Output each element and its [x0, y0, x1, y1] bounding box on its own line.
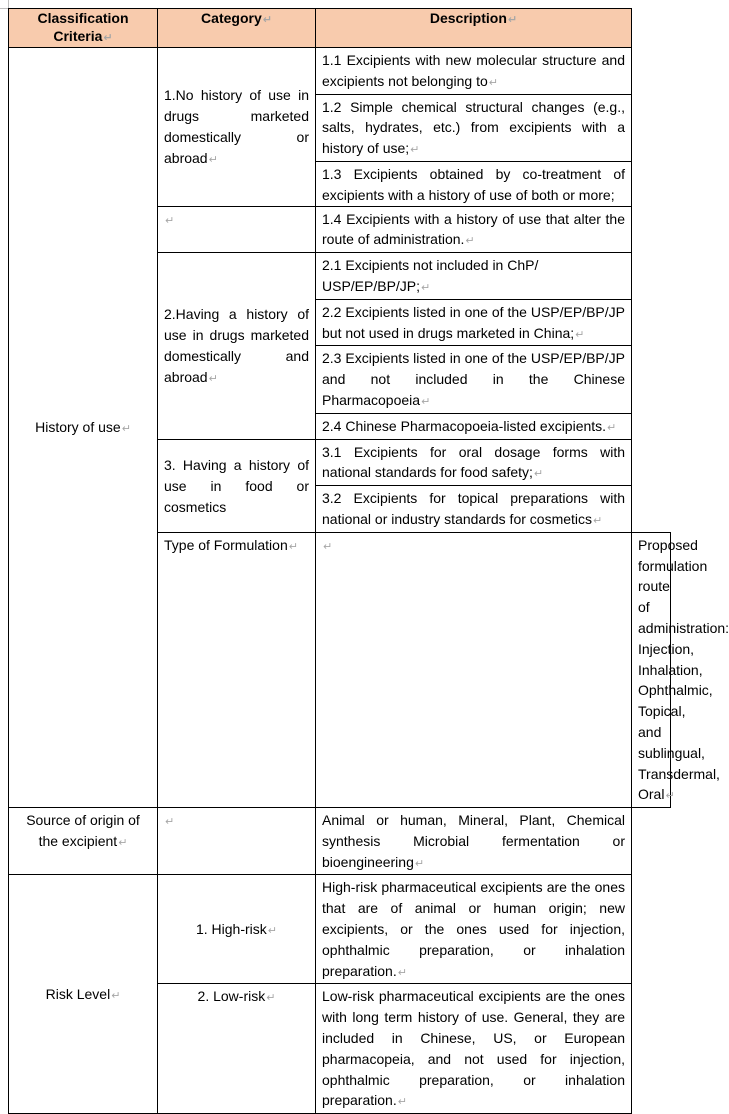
description-source: Animal or human, Mineral, Plant, Chemical synthesis Microbial fermentation or bioengineering↵ [316, 808, 632, 875]
description-3-2: 3.2 Excipients for topical preparations with national or industry standards for cosmetics↵ [316, 486, 632, 533]
criteria-history-of-use: History of use↵ [9, 48, 158, 808]
criteria-source-of-origin: Source of origin of the excipient↵ [9, 808, 158, 875]
description-3-1: 3.1 Excipients for oral dosage forms with national standards for food safety;↵ [316, 439, 632, 486]
category-no-history: 1.No history of use in drugs marketed domestically or abroad↵ [158, 48, 316, 207]
category-empty-cell: ↵ [316, 532, 632, 807]
category-low-risk: 2. Low-risk↵ [158, 984, 316, 1114]
category-high-risk: 1. High-risk↵ [158, 875, 316, 984]
criteria-risk-level: Risk Level↵ [9, 875, 158, 1114]
header-row [9, 9, 671, 48]
criteria-type-of-formulation: Type of Formulation↵ [158, 532, 316, 807]
excipient-classification-table [8, 8, 729, 1114]
header-category: Category↵ [158, 9, 316, 48]
description-1-4: 1.4 Excipients with a history of use that alter the route of administration.↵ [316, 206, 632, 253]
table-row [9, 875, 671, 984]
category-empty-cell: ↵ [158, 808, 316, 875]
description-low-risk: Low-risk pharmaceutical excipients are the ones with long term history of use. General, they are included in Chinese, US, or European pharmacopeia, and not used for injection, ophthalmic preparation, or inhalation preparation.↵ [316, 984, 632, 1114]
description-2-2: 2.2 Excipients listed in one of the USP/EP/BP/JP but not used in drugs marketed in China;↵ [316, 299, 632, 346]
category-empty-cell: ↵ [158, 206, 316, 253]
table-row [9, 808, 671, 875]
description-high-risk: High-risk pharmaceutical excipients are the ones that are of animal or human origin; new excipients, or the ones used for injection, ophthalmic preparation, or inhalation preparation.↵ [316, 875, 632, 984]
description-2-4: 2.4 Chinese Pharmacopoeia-listed excipients.↵ [316, 413, 632, 439]
description-1-2: 1.2 Simple chemical structural changes (e.g., salts, hydrates, etc.) from excipients with a history of use;↵ [316, 94, 632, 161]
header-classification-criteria: Classification Criteria↵ [9, 9, 158, 48]
category-having-history-drugs: 2.Having a history of use in drugs marketed domestically and abroad↵ [158, 253, 316, 439]
header-description: Description↵ [316, 9, 632, 48]
description-formulation: Proposed formulation route of administration: Injection, Inhalation, Ophthalmic, Topical, and sublingual, Transdermal, Oral↵ [632, 532, 671, 807]
description-2-1: 2.1 Excipients not included in ChP/ USP/EP/BP/JP;↵ [316, 253, 632, 300]
description-1-3: 1.3 Excipients obtained by co-treatment of excipients with a history of use of both or more; [316, 161, 632, 206]
description-1-1: 1.1 Excipients with new molecular structure and excipients not belonging to↵ [316, 48, 632, 95]
table-row [9, 48, 671, 95]
description-2-3: 2.3 Excipients listed in one of the USP/EP/BP/JP and not included in the Chinese Pharmacopoeia↵ [316, 346, 632, 413]
category-food-cosmetics: 3. Having a history of use in food or cosmetics [158, 439, 316, 532]
